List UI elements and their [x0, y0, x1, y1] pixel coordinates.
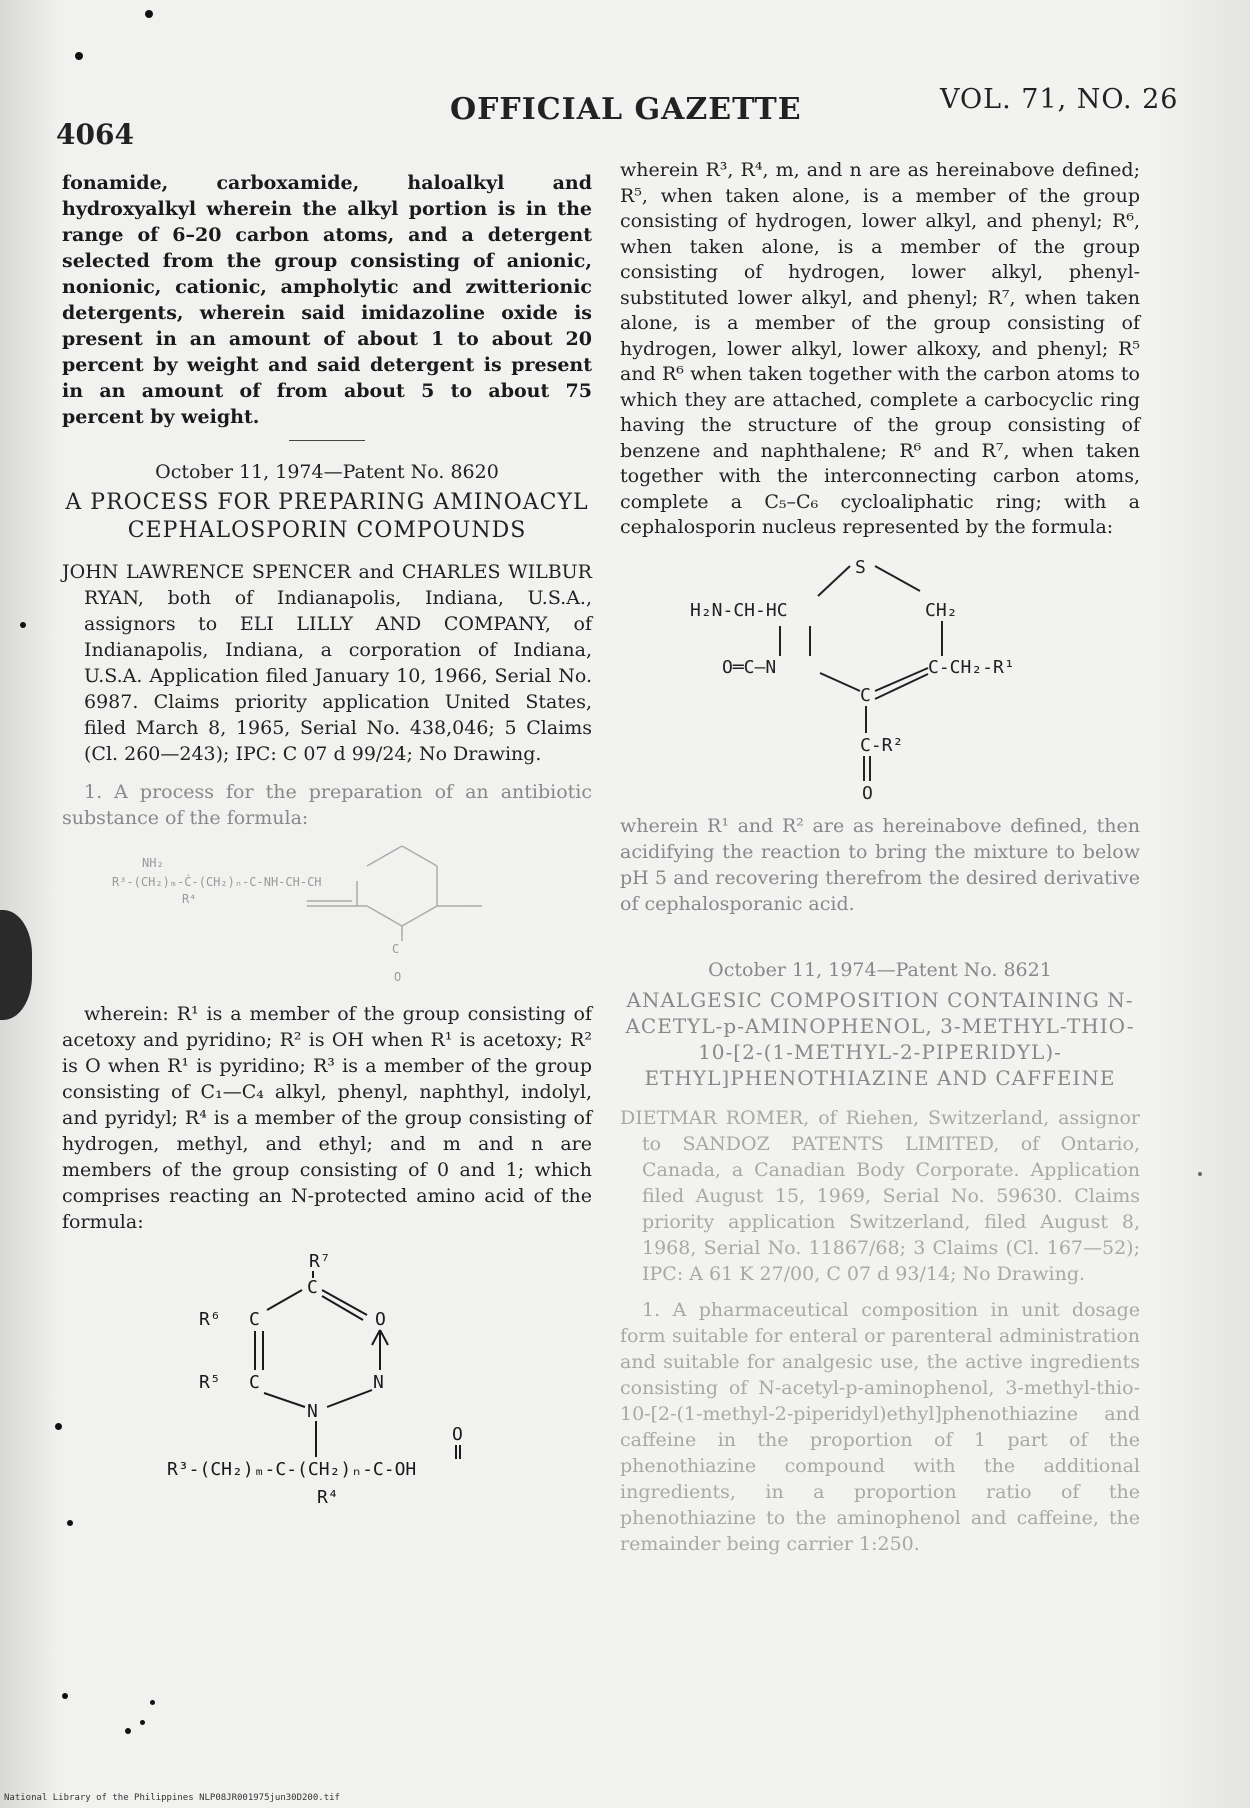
patent-title: A PROCESS FOR PREPARING AMINOACYL CEPHALOSPORIN COMPOUNDS [65, 490, 589, 543]
scan-footer: National Library of the Philippines NLP08JR001975jun30D200.tif [4, 1793, 340, 1803]
volume-number: VOL. 71, NO. 26 [940, 84, 1179, 115]
formula-amino-acid [127, 1245, 527, 1515]
after-formula-text: wherein R¹ and R² are as hereinabove defined, then acidifying the reaction to bring the mixture to below pH 5 and recovering therefrom the desired derivative of cephalosporanic acid. [620, 814, 1140, 915]
formula2-chain: R³-(CH₂)ₘ-C-(CH₂)ₙ-C-OH [167, 1459, 417, 1480]
formula3-cch2r1: C-CH₂-R¹ [928, 656, 1015, 678]
claim-intro: 1. A process for the preparation of an antibiotic substance of the formula: [62, 781, 592, 829]
scan-dot [20, 622, 26, 628]
formula3-o: O [862, 782, 873, 801]
formula2-n-bottom: N [307, 1401, 318, 1422]
divider-rule [289, 440, 365, 441]
scan-dot [67, 1520, 73, 1526]
formula1-o: O [394, 970, 402, 984]
right-continuation-text: wherein R³, R⁴, m, and n are as hereinabove defined; R⁵, when taken alone, is a member of the group consisting of hydrogen, lower alkyl, and phenyl; R⁶, when taken alone, is a member of the group consisting of hydrogen, lower alkyl, phenyl-substituted lower alkyl, and phenyl; R⁷, when taken alone, is a member of the group consisting of hydrogen, lower alkyl, lower alkoxy, and phenyl; R⁵ and R⁶ when taken together with the carbon atoms to which they are attached, complete a carbocyclic ring having the structure of the group consisting of benzene and naphthalene; R⁶ and R⁷, when taken together with the interconnecting carbon atoms, complete a C₅–C₆ cycloaliphatic ring; with a cephalosporin nucleus represented by the formula: [620, 159, 1140, 538]
page-title: OFFICIAL GAZETTE [450, 92, 802, 127]
scan-dot [75, 52, 83, 60]
formula3-cr2: C-R² [860, 734, 904, 756]
formula2-r5: R⁵ [199, 1372, 221, 1393]
formula-antibiotic [112, 841, 542, 991]
formula1-c: C [392, 942, 400, 956]
patent-date-line: October 11, 1974—Patent No. 8620 [155, 461, 499, 483]
formula2-c-top: C [307, 1277, 318, 1298]
patent2-date-line: October 11, 1974—Patent No. 8621 [708, 958, 1052, 981]
formula2-c-6: C [249, 1309, 260, 1330]
scan-dot [55, 1423, 62, 1430]
inventors-paragraph: JOHN LAWRENCE SPENCER and CHARLES WILBUR RYAN, both of Indianapolis, Indiana, U.S.A., assignors to ELI LILLY AND COMPANY, of Indianapolis, Indiana, a corporation of Indiana, U.S.A. Application filed January 10, 1966, Serial No. 6987. Claims priority application United States, filed March 8, 1965, Serial No. 438,046; 5 Claims (Cl. 260—243); IPC: C 07 d 99/24; No Drawing. [62, 561, 592, 765]
left-column [62, 170, 592, 1525]
formula3-c: C [860, 684, 871, 706]
formula2-n-right: N [373, 1372, 384, 1393]
scan-dot [125, 1728, 131, 1734]
page-number: 4064 [56, 118, 134, 151]
formula3-ch2: CH₂ [925, 599, 958, 621]
scan-dot [1198, 1172, 1202, 1176]
scan-dot [62, 1693, 68, 1699]
formula2-o-ring: O [375, 1309, 386, 1330]
scan-dot [140, 1720, 145, 1725]
formula1-nh2: NH₂ [142, 856, 164, 870]
formula2-top-o: O [452, 1424, 463, 1445]
formula3-s: S [855, 556, 866, 578]
patent2-inventor: DIETMAR ROMER, of Riehen, Switzerland, assignor to SANDOZ PATENTS LIMITED, of Ontario, Canada, a Canadian Body Corporate. Application filed August 15, 1969, Serial No. 59630. Claims priority application Switzerland, filed August 8, 1968, Serial No. 11867/68; 3 Claims (Cl. 167—52); IPC: A 61 K 27/00, C 07 d 93/14; No Drawing. [620, 1106, 1140, 1285]
continuation-text: fonamide, carboxamide, haloalkyl and hydroxyalkyl wherein the alkyl portion is in the range of 6–20 carbon atoms, and a detergent selected from the group consisting of anionic, nonionic, cationic, ampholytic and zwitterionic detergents, wherein said imidazoline oxide is present in an amount of about 1 to about 20 percent by weight and said detergent is present in an amount of from about 5 to about 75 percent by weight. [62, 172, 592, 428]
formula2-c-5: C [249, 1372, 260, 1393]
formula-cephalosporin-nucleus [680, 551, 1080, 801]
scan-binding-shadow [0, 910, 32, 1020]
right-column [620, 158, 1140, 1557]
formula2-r7: R⁷ [309, 1251, 331, 1272]
formula2-r4: R⁴ [317, 1487, 339, 1508]
formula2-r6: R⁶ [199, 1309, 221, 1330]
claim-body: wherein: R¹ is a member of the group consisting of acetoxy and pyridino; R² is OH when R¹ is acetoxy; R² is O when R¹ is pyridino; R³ is a member of the group consisting of C₁—C₄ alkyl, phenyl, naphthyl, indolyl, and pyridyl; R⁴ is a member of the group consisting of hydrogen, methyl, and ethyl; and m and n are members of the group consisting of 0 and 1; which comprises reacting an N-protected amino acid of the formula: [62, 1003, 592, 1233]
patent2-claim: 1. A pharmaceutical composition in unit dosage form suitable for enteral or parenteral administration and suitable for analgesic use, the active ingredients consisting of N-acetyl-p-aminophenol, 3-methyl-thio-10-[2-(1-methyl-2-piperidyl)ethyl]phenothiazine and caffeine in the proportion of 1 part of the phenothiazine compound with the additional ingredients, in a proportion ratio of the phenothiazine to the aminophenol and caffeine, the remainder being carrier 1:250. [620, 1298, 1140, 1555]
formula3-ocn: O═C—N [722, 656, 777, 678]
formula3-h2n: H₂N-CH-HC [690, 599, 788, 621]
scan-dot [150, 1700, 155, 1705]
formula1-r4: R⁴ [182, 892, 197, 906]
formula1-chain: R³-(CH₂)ₘ-Ċ-(CH₂)ₙ-C-NH-CH-CH [112, 875, 322, 889]
patent2-title: ANALGESIC COMPOSITION CONTAINING N-ACETYL-p-AMINOPHENOL, 3-METHYL-THIO-10-[2-(1-METHYL-2-PIPERIDYL)-ETHYL]PHENOTHIAZINE AND CAFFEINE [625, 987, 1135, 1090]
scan-dot [145, 10, 153, 18]
